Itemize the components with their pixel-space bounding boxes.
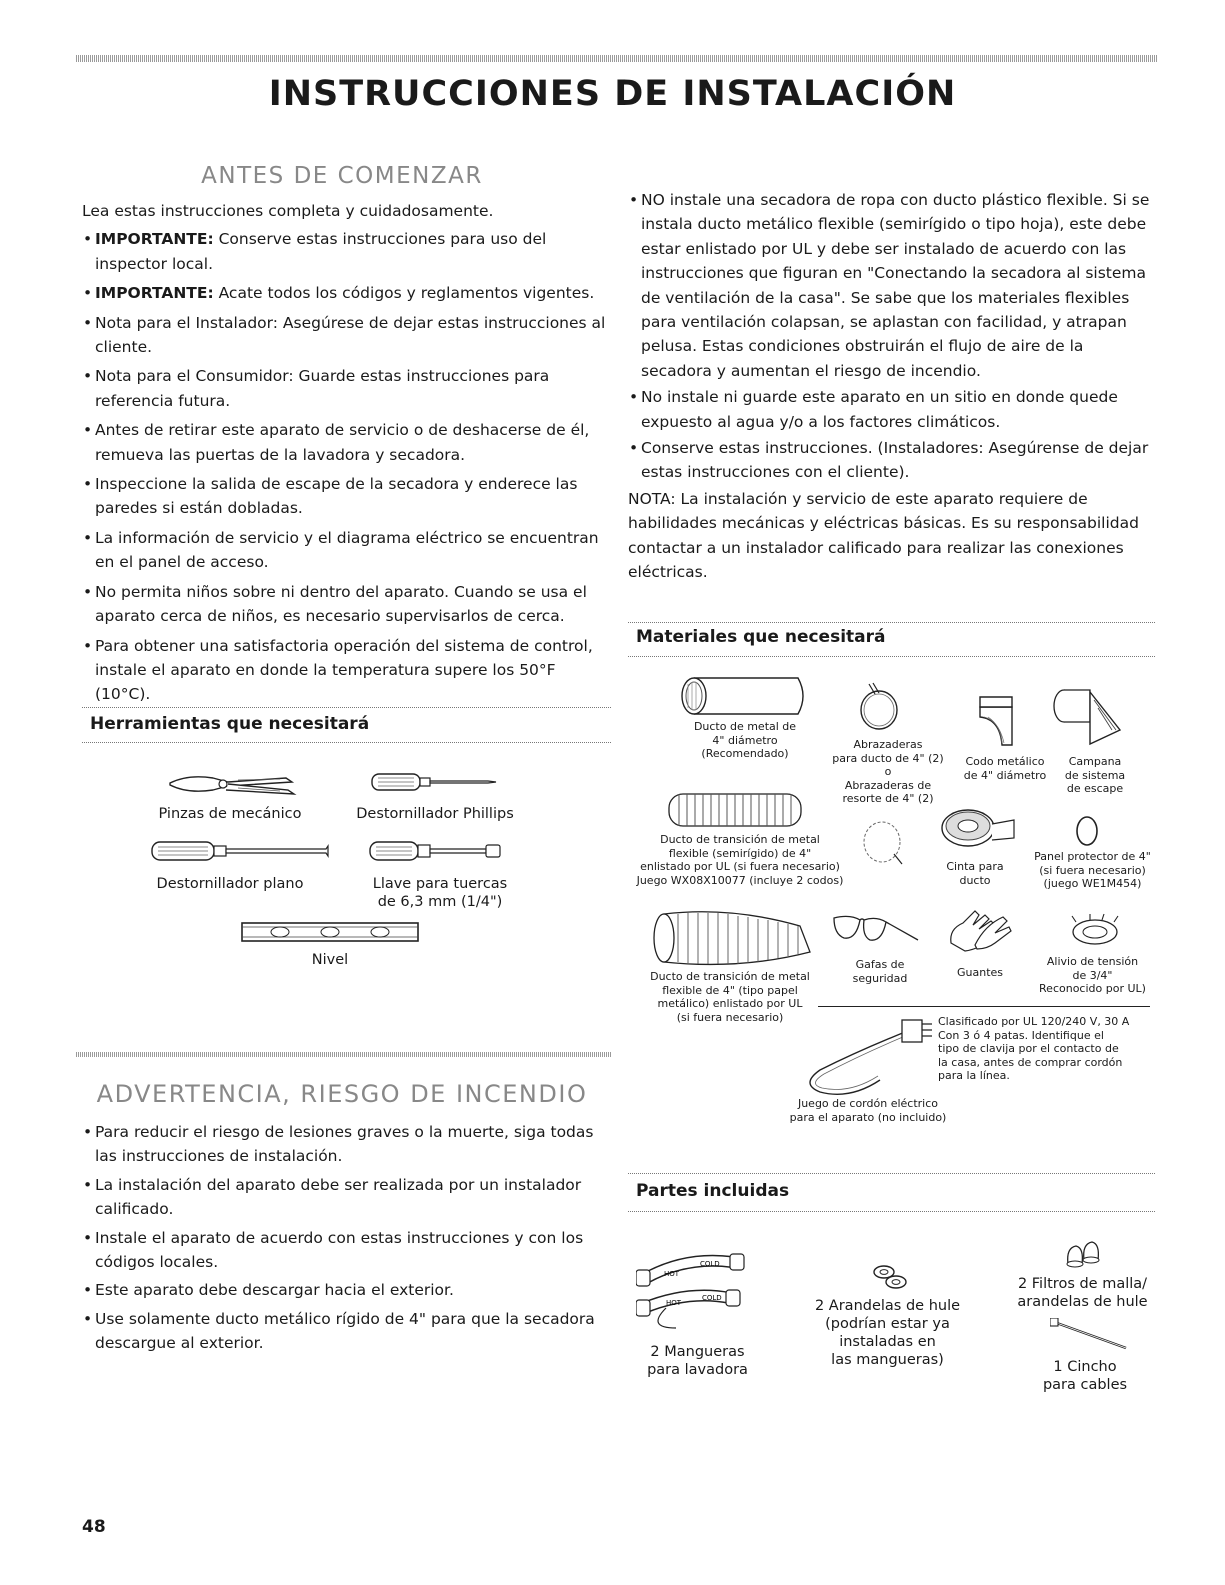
cordon-nota-caption: [938, 1015, 1153, 1083]
washers-icon: [870, 1262, 910, 1292]
guantes-caption: Guantes: [956, 966, 1004, 979]
caption-line: Clasificado por UL 120/240 V, 30 A: [938, 1015, 1130, 1028]
herramientas-title: Herramientas que necesitará: [90, 714, 370, 734]
antes-right-column: [628, 188, 1153, 585]
item-text: Nota para el Consumidor: Guarde estas instrucciones para referencia futura.: [95, 367, 550, 410]
hose-label: HOT: [666, 1299, 682, 1307]
hose-label: COLD: [702, 1294, 722, 1302]
caption-line: de 3/4": [1072, 968, 1113, 982]
caption-line: resorte de 4" (2): [842, 792, 934, 805]
panel-protector-icon: [1072, 815, 1102, 847]
hose-label: HOT: [664, 1270, 680, 1278]
item-text: Inspeccione la salida de escape de la secadora y enderece las paredes si están dobladas.: [95, 475, 578, 518]
caption-line: Juego WX08X10077 (incluye 2 codos): [636, 873, 844, 887]
antes-right-list: [628, 188, 1153, 485]
caption-line: metálico) enlistado por UL: [657, 997, 803, 1010]
list-item: [82, 364, 612, 413]
caption-line: para el aparato (no incluido): [789, 1110, 947, 1124]
caption-line: para cables: [1042, 1377, 1128, 1393]
ducto-papel-caption: [640, 970, 820, 1024]
advertencia-rule: [76, 1052, 612, 1057]
item-text: Nota para el Instalador: Asegúrese de dejar estas instrucciones al cliente.: [95, 313, 606, 357]
page-title: INSTRUCCIONES DE INSTALACIÓN: [268, 74, 957, 114]
list-item: [82, 418, 612, 467]
caption-line: flexible (semirígido) de 4": [668, 846, 812, 860]
caption-line: Campana: [1068, 755, 1122, 768]
caption-line: flexible de 4" (tipo papel: [662, 983, 798, 997]
nivel-caption: Nivel: [311, 952, 349, 968]
flat-screwdriver-icon: [150, 838, 330, 864]
list-item: • Instale el aparato de acuerdo con estas instrucciones y con los códigos locales.: [82, 1226, 612, 1275]
panel-caption: [1025, 850, 1160, 891]
caption-line: Llave para tuercas: [372, 876, 508, 892]
caption-line: Gafas de: [855, 958, 905, 971]
cincho-caption: [1020, 1358, 1150, 1394]
nota-paragraph: NOTA: La instalación y servicio de este aparato requiere de habilidades mecánicas y eléctricas básicas. Es su responsabilidad contactar a un instalador calificado para realizar las conexiones eléctricas.: [628, 489, 1139, 582]
caption-line: 1 Cincho: [1053, 1359, 1117, 1375]
list-item: [82, 472, 612, 521]
cinta-caption: [930, 860, 1020, 887]
semirigid-duct-icon: [665, 790, 805, 830]
caption-line: instaladas en: [839, 1334, 936, 1350]
plano-caption: Destornillador plano: [156, 876, 304, 892]
strong-label: IMPORTANTE:: [95, 230, 214, 249]
strong-label: IMPORTANTE:: [95, 284, 214, 303]
antes-left-column: [82, 199, 612, 712]
caption-line: 2 Filtros de malla/: [1017, 1276, 1148, 1292]
gafas-caption: [840, 958, 920, 985]
caption-line: de escape: [1066, 782, 1124, 795]
item-text: Conserve estas instrucciones para uso del inspector local.: [95, 230, 547, 273]
hose-label: COLD: [700, 1260, 720, 1268]
ducto-semirigido-caption: [630, 833, 850, 887]
safety-glasses-icon: [830, 910, 922, 950]
list-item: [82, 311, 612, 360]
mangueras-caption: [630, 1343, 765, 1379]
caption-line: 4" diámetro: [712, 733, 778, 747]
list-item: • NO instale una secadora de ropa con ducto plástico flexible. Si se instala ducto metálico flexible (semirígido o tipo hoja), este debe estar enlistado por UL y debe ser instalado de acuerdo con las instrucciones que figuran en "Conectando la secadora al sistema de ventilación de la casa". Se sabe que los materiales flexibles para ventilación colapsan, se aplastan con facilidad, y atrapan pelusa. Estas condiciones obstruirán el flujo de aire de la secadora y aumentan el riesgo de incendio.: [628, 188, 1153, 383]
caption-line: 2 Arandelas de hule: [814, 1298, 961, 1314]
caption-line: (podrían estar ya: [825, 1316, 950, 1332]
caption-line: (juego WE1M454): [1043, 877, 1142, 890]
caption-line: enlistado por UL (si fuera necesario): [640, 860, 840, 873]
caption-line: 2 Mangueras: [650, 1344, 745, 1360]
caption-line: la casa, antes de comprar cordón: [938, 1055, 1123, 1069]
caption-line: (si fuera necesario): [676, 1010, 784, 1024]
caption-line: (si fuera necesario): [1039, 863, 1146, 877]
pinzas-caption: Pinzas de mecánico: [158, 806, 302, 822]
foil-duct-icon: [650, 908, 815, 968]
cordon-divider: [818, 1006, 1150, 1007]
power-cord-icon: [800, 1010, 940, 1110]
phillips-screwdriver-icon: [370, 770, 500, 794]
list-item: [82, 281, 612, 305]
nut-driver-icon: [368, 838, 503, 864]
campana-caption: [1050, 755, 1140, 796]
item-text: Acate todos los códigos y reglamentos vigentes.: [213, 284, 595, 303]
caption-line: Juego de cordón eléctrico: [797, 1097, 939, 1110]
partes-title: Partes incluidas: [636, 1181, 790, 1201]
caption-line: Reconocido por UL): [1039, 982, 1146, 995]
list-item: • Conserve estas instrucciones. (Instaladores: Asegúrense de dejar estas instrucciones con el cliente).: [628, 436, 1153, 485]
spring-clamp-icon: [858, 818, 908, 868]
filter-screens-icon: [1062, 1238, 1106, 1272]
caption-line: para la línea.: [938, 1069, 1010, 1082]
caption-line: seguridad: [852, 971, 908, 985]
pliers-icon: [168, 770, 298, 800]
advertencia-list: [82, 1120, 612, 1356]
list-item: • Para reducir el riesgo de lesiones graves o la muerte, siga todas las instrucciones de instalación.: [82, 1120, 612, 1169]
caption-line: Codo metálico: [965, 755, 1045, 768]
item-text: No permita niños sobre ni dentro del aparato. Cuando se usa el aparato cerca de niños, es necesario supervisarlos de cerca.: [95, 582, 587, 626]
list-item: • Use solamente ducto metálico rígido de 4" para que la secadora descargue al exterior.: [82, 1307, 612, 1356]
item-text: Para obtener una satisfactoria operación del sistema de control, instale el aparato en donde la temperatura supere los 50°F (10°C).: [95, 636, 593, 704]
hoses-icon: [636, 1248, 748, 1338]
metal-duct-icon: [678, 674, 810, 718]
caption-line: de sistema: [1064, 768, 1126, 782]
arandelas-caption: [800, 1297, 975, 1369]
page-number: 48: [82, 1517, 106, 1537]
caption-line: (Recomendado): [701, 747, 789, 760]
item-text: La información de servicio y el diagrama eléctrico se encuentran en el panel de acceso.: [95, 528, 599, 572]
antes-title: ANTES DE COMENZAR: [201, 163, 483, 189]
caption-line: arandelas de hule: [1017, 1294, 1148, 1310]
list-item: [82, 634, 612, 707]
elbow-icon: [972, 693, 1032, 749]
caption-line: Ducto de metal de: [693, 720, 797, 733]
partes-rule-top: [628, 1173, 1155, 1174]
herramientas-rule-top: [82, 707, 612, 708]
filtros-caption: [1000, 1275, 1165, 1311]
phillips-caption: Destornillador Phillips: [356, 806, 514, 822]
list-item: • Este aparato debe descargar hacia el exterior.: [82, 1278, 612, 1302]
list-item: • No instale ni guarde este aparato en un sitio en donde quede expuesto al agua y/o a los factores climáticos.: [628, 385, 1153, 434]
caption-line: Abrazaderas: [853, 738, 923, 751]
llave-caption: [340, 875, 540, 911]
caption-line: tipo de clavija por el contacto de: [938, 1042, 1119, 1055]
gloves-icon: [945, 905, 1015, 955]
materiales-rule-top: [628, 622, 1155, 623]
clamp-icon: [855, 680, 905, 732]
caption-line: las mangueras): [831, 1352, 944, 1368]
materiales-title: Materiales que necesitará: [636, 627, 886, 647]
top-rule: [76, 55, 1158, 62]
partes-rule-bottom: [628, 1211, 1155, 1212]
advertencia-column: [82, 1120, 612, 1356]
item-text: Antes de retirar este aparato de servicio o de deshacerse de él, remueva las puertas de la lavadora y secadora.: [95, 421, 590, 464]
caption-line: Ducto de transición de metal: [650, 970, 810, 983]
caption-line: o: [884, 765, 892, 778]
caption-line: Panel protector de 4": [1034, 850, 1151, 863]
caption-line: de 6,3 mm (1/4"): [377, 894, 503, 910]
strain-relief-icon: [1060, 910, 1130, 950]
abrazaderas-caption: [828, 738, 948, 806]
advertencia-title: ADVERTENCIA, RIESGO DE INCENDIO: [96, 1080, 588, 1108]
codo-caption: [955, 755, 1055, 782]
antes-list: [82, 227, 612, 706]
caption-line: Ducto de transición de metal: [660, 833, 820, 846]
alivio-caption: [1030, 955, 1155, 996]
list-item: • La instalación del aparato debe ser realizada por un instalador calificado.: [82, 1173, 612, 1222]
caption-line: de 4" diámetro: [963, 768, 1047, 782]
herramientas-rule-bottom: [82, 742, 612, 743]
list-item: [82, 526, 612, 575]
level-icon: [240, 920, 420, 944]
antes-intro: Lea estas instrucciones completa y cuidadosamente.: [82, 202, 494, 220]
caption-line: para ducto de 4" (2): [832, 751, 944, 765]
caption-line: Abrazaderas de: [844, 778, 932, 792]
ducto-metal-caption: [670, 720, 820, 761]
duct-tape-icon: [938, 802, 1018, 854]
list-item: [82, 227, 612, 276]
cordon-caption: [778, 1097, 958, 1124]
caption-line: Alivio de tensión: [1046, 955, 1139, 968]
caption-line: para lavadora: [647, 1362, 748, 1378]
materiales-rule-bottom: [628, 656, 1155, 657]
caption-line: ducto: [959, 873, 991, 887]
caption-line: Cinta para: [946, 860, 1004, 873]
list-item: [82, 580, 612, 629]
cable-tie-icon: [1050, 1318, 1132, 1354]
caption-line: Con 3 ó 4 patas. Identifique el: [938, 1028, 1104, 1042]
exhaust-hood-icon: [1050, 686, 1130, 748]
